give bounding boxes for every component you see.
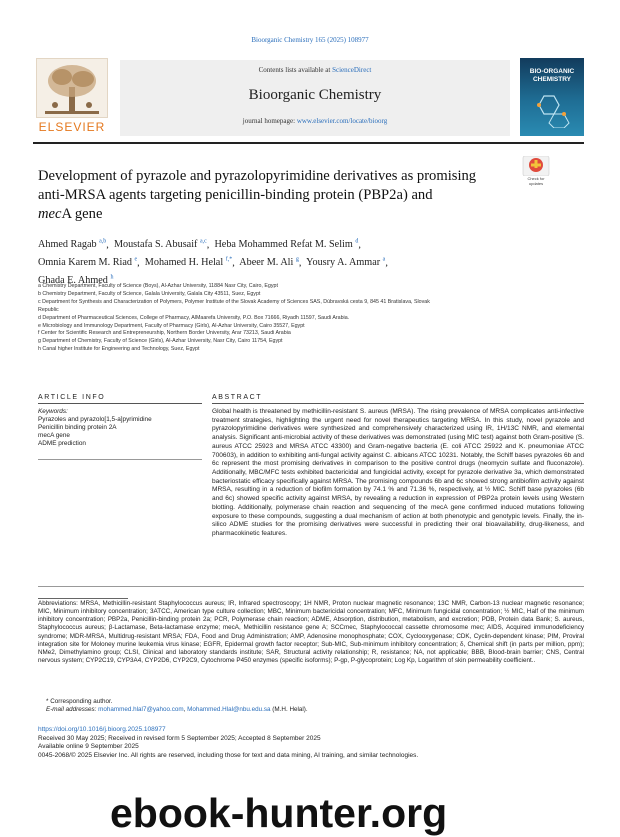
affiliation: c Department for Synthesis and Characterization of Polymers, Polymer Institute of the Slovak Academy of Sciences SAS, Dúbravská cesta 9, 845 41 Bratislava, Slovak (38, 298, 430, 305)
author-affiliation-marker[interactable]: a,c (199, 239, 207, 245)
crossmark-icon (522, 156, 550, 176)
elsevier-tree-icon (36, 58, 108, 118)
crossmark-label-line1: Check for (527, 176, 545, 181)
article-title (38, 167, 508, 224)
article-info-heading: ARTICLE INFO (38, 394, 106, 401)
contents-prefix: Contents lists available at (258, 66, 333, 74)
corresponding-author-note: * Corresponding author. (46, 698, 113, 705)
author-name: Ahmed Ragab (38, 239, 97, 251)
footnote-divider (38, 598, 128, 599)
abstract-divider (212, 403, 584, 404)
title-line1: Development of pyrazole and pyrazolopyrimidine derivatives as promising (38, 168, 477, 184)
author-name: Ghada E. Ahmed (38, 275, 108, 287)
abbreviations-footnote: Abbreviations: MRSA, Methicillin-resistant Staphylococcus aureus; IR, Infrared spectroscopy; 1H NMR, Proton nuclear magnetic resonance; 13C NMR, Carbon-13 nuclear magnetic resonance; MIC, Minimum inhibitory concentration; 3ATCC, American type culture collection; MBC, Minimum bactericidal concentration; MFC, Minimum fungicidal concentration; ½ MIC, Half of the minimum inhibitory concentration; PBP2a, Penicillin-binding protein 2a; PCR, Polymerase chain reaction; ADME, Absorption, distribution, metabolism, and excretion; PDB, Protein data Bank; S. aureus, Staphylococcus aureus; β-Lactamase, Beta-lactamase enzyme; mecA, Methicillin resistance gene A; SCCmec, Staphylococcal cassette chromosome mec; AIDS, Acquired immunodeficiency syndrome; MDR-MRSA, Multidrug-resistant MRSA; FDA, Food and Drug Administration; AMP, Adenosine monophosphate; COX, Cyclooxygenase; CDK, Cyclin-dependent kinase; PIM, Proviral integration site for Moloney murine leukemia virus kinase; EGFR, Epidermal growth factor receptor; Sub-MIC, Sub-minimum inhibitory concentration; δ, Chemical shift (in parts per million, ppm); NMe2, Dimethylamino group; CLSI, Clinical and laboratory standards institute; SAR, Structural activity relationship; R, resistance; NA, not applicable; BBB, Blood-brain barrier; CNS, Central nervous system; CYP2C19, CYP3A4, CYP2D6, CYP2C9, Cytochrome P450 enzymes (specific isoforms); P-gp, P-glycoprotein; Log Kp, Logarithm of skin permeability coefficient.. (38, 600, 584, 665)
author-affiliation-marker[interactable]: a,b (99, 239, 107, 245)
author[interactable] (306, 257, 385, 268)
title-line3-rest: A gene (61, 206, 103, 222)
cover-title-line1: BIO-ORGANIC (529, 68, 575, 75)
keyword: ADME prediction (38, 439, 86, 447)
author[interactable] (38, 239, 106, 250)
corresponding-author (38, 698, 584, 714)
author-name: Mohamed H. Helal (144, 257, 224, 269)
email-link[interactable]: mohammed.hlal7@yahoo.com (98, 706, 184, 714)
affiliation: h Canal higher Institute for Engineering and Technology, Suez, Egypt (38, 346, 200, 353)
journal-masthead (120, 60, 510, 136)
email-link[interactable]: Mohammed.Hlal@nbu.edu.sa (187, 706, 271, 714)
keywords (38, 408, 202, 448)
keyword: Penicillin binding protein 2A (38, 423, 117, 431)
affiliation: a Chemistry Department, Faculty of Science (Boys), Al-Azhar University, 11884 Nasr City, Cairo, Egypt (38, 283, 278, 289)
sciencedirect-link[interactable]: ScienceDirect (332, 66, 372, 74)
author[interactable] (214, 239, 358, 250)
email-label: E-mail addresses: (46, 706, 99, 714)
journal-cover[interactable] (520, 58, 584, 136)
affiliation: Republic (38, 306, 59, 313)
homepage-prefix: journal homepage: (242, 117, 297, 125)
received-dates: Received 30 May 2025; Received in revised form 5 September 2025; Accepted 8 September 2025 (38, 735, 321, 742)
elsevier-wordmark: ELSEVIER (38, 120, 106, 134)
author[interactable] (239, 257, 299, 268)
journal-homepage-link[interactable]: www.elsevier.com/locate/bioorg (296, 117, 388, 125)
elsevier-logo (33, 58, 111, 138)
email-suffix: (M.H. Helal). (270, 706, 308, 714)
abstract-bottom-divider (38, 586, 584, 587)
author[interactable] (38, 257, 137, 268)
affiliation: d Department of Pharmaceutical Sciences, College of Pharmacy, AlMaarefa University, P.O. Box 71666, Riyadh 11597, Saudi Arabia. (38, 314, 350, 321)
header-divider (33, 142, 584, 144)
affiliation: b Chemistry Department, Faculty of Science, Galala University, Galala City 43511, Suez, Egypt (38, 290, 261, 297)
article-info-divider (38, 403, 202, 404)
molecule-icon (530, 92, 574, 128)
journal-reference[interactable]: Bioorganic Chemistry 165 (2025) 108977 (251, 36, 369, 44)
available-online-date: Available online 9 September 2025 (38, 743, 139, 751)
contents-line (120, 66, 510, 74)
author-affiliation-marker[interactable]: e (134, 256, 138, 263)
email-line (38, 706, 584, 714)
crossmark-label-line2: updates (528, 181, 544, 186)
journal-title: Bioorganic Chemistry (248, 87, 382, 103)
author-list: Ahmed Ragab $^{a,b}$, Moustafa S. Abusaif $^{a,c}$, Heba Mohammed Refat M. Selim $^d$, Omnia Karem M. Riad $^e$, Mohamed H. Helal $^{f,*}$, Abeer M. Ali $^g$, Yousry A. Ammar $^a$, Ghada E. Ahmed $^h$ (38, 239, 388, 287)
homepage-line (120, 117, 510, 125)
author[interactable] (145, 257, 232, 268)
author-affiliation-marker[interactable]: h (110, 274, 114, 281)
author-name: Moustafa S. Abusaif (113, 239, 198, 251)
title-line2: anti-MRSA agents targeting penicillin-binding protein (PBP2a) and (38, 187, 433, 203)
keywords-divider (38, 459, 202, 460)
check-for-updates-button[interactable] (522, 156, 550, 184)
crossmark-label (520, 176, 552, 186)
keywords-label: Keywords: (38, 408, 68, 415)
keyword: mecA gene (38, 431, 70, 439)
author-affiliation-marker[interactable]: d (355, 239, 359, 245)
author-name: Yousry A. Ammar (306, 257, 381, 269)
affiliations (38, 283, 586, 354)
author-name: Abeer M. Ali (239, 257, 294, 269)
author-affiliation-marker[interactable]: g (295, 256, 299, 263)
article-history (38, 735, 584, 760)
abstract-heading: ABSTRACT (212, 394, 263, 401)
affiliation: e Microbiology and Immunology Department, Faculty of Pharmacy (Girls), Al-Azhar University, Cairo 35527, Egypt (38, 322, 305, 329)
copyright-notice: 0045-2068/© 2025 Elsevier Inc. All rights are reserved, including those for text and data mining, AI training, and similar technologies. (38, 751, 419, 759)
cover-title (520, 68, 584, 84)
title-gene-italic: mec (38, 206, 62, 222)
title-line3 (38, 205, 508, 224)
author-affiliation-marker[interactable]: a (382, 256, 386, 263)
author-name: Heba Mohammed Refat M. Selim (214, 239, 353, 251)
abstract-text: Global health is threatened by methicillin-resistant S. aureus (MRSA). The rising prevalence of MRSA complicates anti-infective treatment strategies, highlighting the urgent need for novel therapeutics targeting MRSA. In this study, novel pyrazole and pyrazolopyrimidine derivatives were synthesized and comprehensively characterized using IR, 1H/13C NMR, and elemental analysis. Significant anti-microbial activity of these derivatives was demonstrated (using MIC test) against both Gram-positive (S. aureus ATCC 25923 and MRSA ATCC 43300) and Gram-negative bacteria (E. coli ATCC 25922 and K. pneumoniae ATCC 700603), in addition to exhibiting anti-fungal activity against C. albicans ATCC 10231. Notably, the Schiff bases pyrazoles 6b and 6c represent the most promising derivatives in comparison to the positive control drugs (neomycin sulfate and fluconazole). Additionally, MBC/MFC tests exhibited bactericidal and fungicidal activity, except for pyrazole derivative 3a, which demonstrated bacteriostatic efficacy specifically against MRSA. The promising compounds 6b and 6c showed strong antibiofilm activity against MRSA, resulting in a reduction of biofilm formation by 74.1 % and 71.36 %, respectively, at ½ MIC. Schiff base pyrazoles (6b and 6c) showed specific activity against MRSA, by revealing a reduction in expression of PBP2a protein levels using Western blotting. Additionally, polymerase chain reaction and sequencing of the mecA gene confirmed induced mutations following exposure to these compounds, suggesting a dual mechanism of action at both phenotypic and genotypic levels. Finally, the in-silico ADME studies for the promising derivatives were successful in predicting their oral bioavailability, drug-likeness, and pharmacokinetic features. (212, 408, 584, 538)
affiliation: f Center for Scientific Research and Entrepreneurship, Northern Border University, Arar 73213, Saudi Arabia (38, 330, 291, 337)
author-name: Omnia Karem M. Riad (38, 257, 132, 269)
author-affiliation-marker[interactable]: f,* (225, 256, 233, 263)
keyword: Pyrazoles and pyrazolo[1,5-a]pyrimidine (38, 415, 152, 423)
doi-link[interactable]: https://doi.org/10.1016/j.bioorg.2025.108977 (38, 726, 166, 733)
affiliation: g Department of Chemistry, Faculty of Science (Girls), Al-Azhar University, Nasr City, Cairo 11754, Egypt (38, 338, 283, 345)
author[interactable] (114, 239, 207, 250)
cover-title-line2: CHEMISTRY (532, 76, 572, 83)
watermark: ebook-hunter.org (110, 790, 448, 836)
email-separator: , (183, 706, 188, 714)
